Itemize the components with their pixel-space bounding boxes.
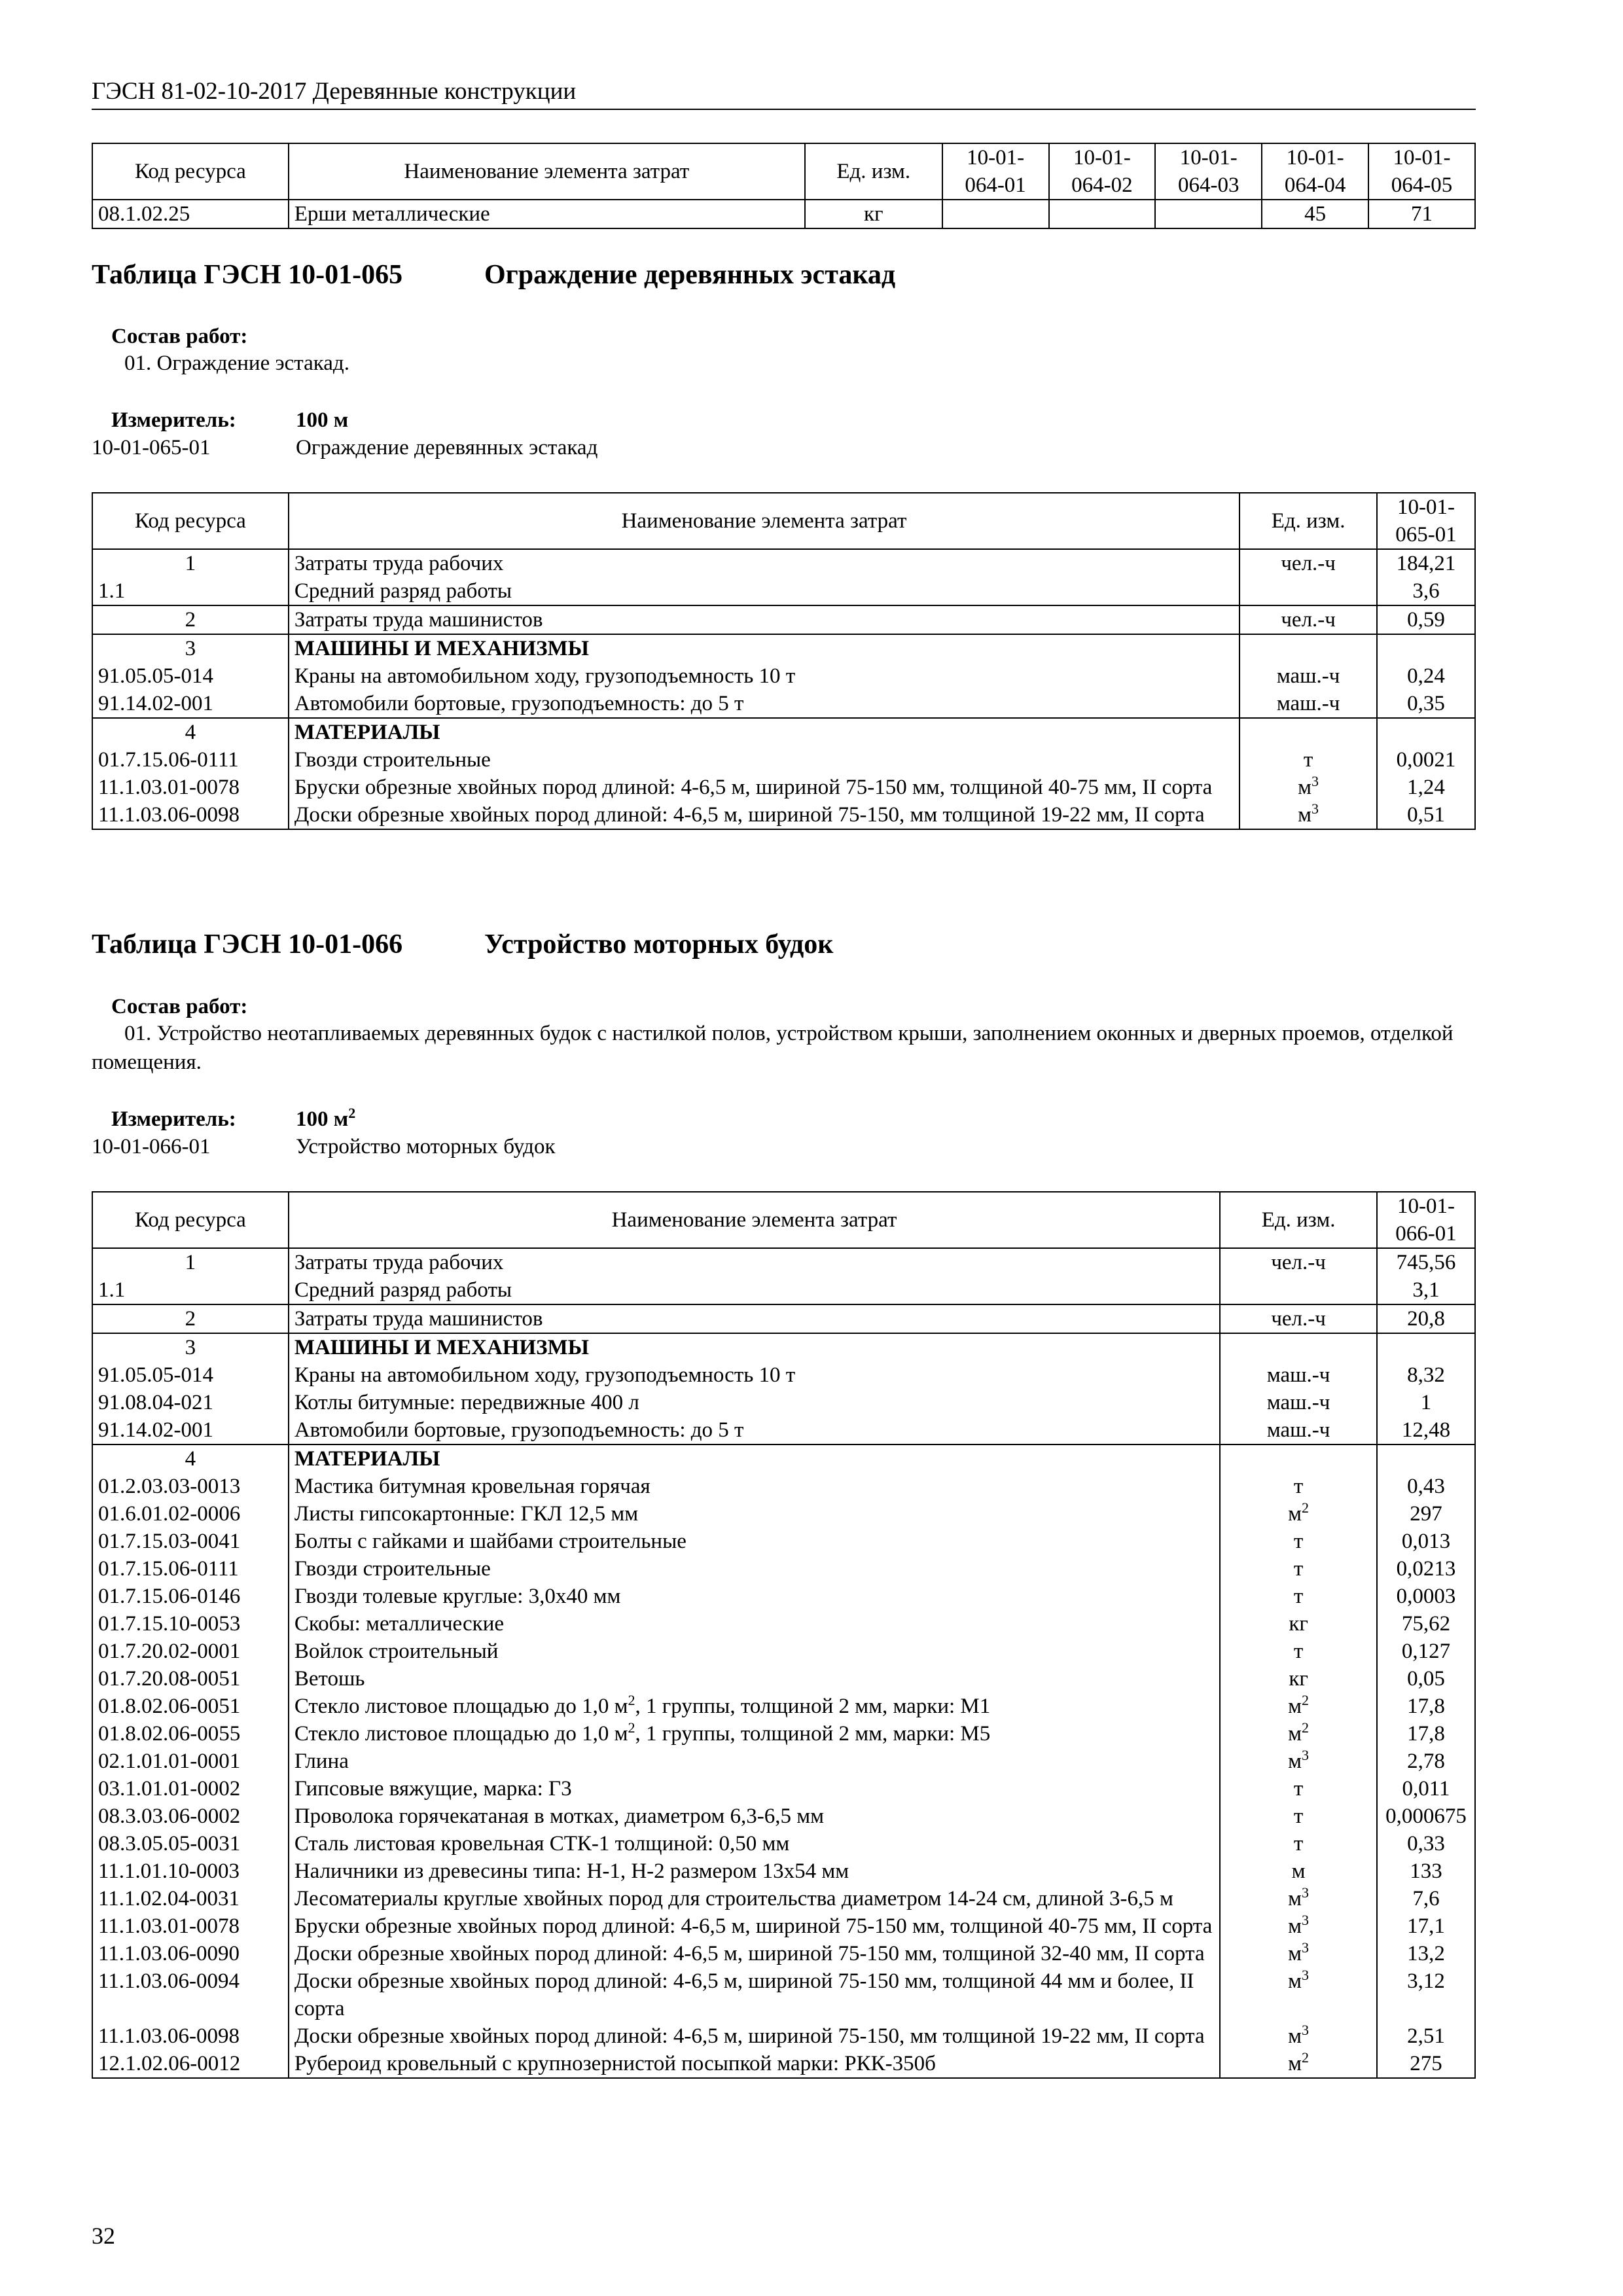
table-066-label: Таблица ГЭСН 10-01-066: [92, 929, 403, 960]
resource-name: Войлок строительный: [289, 1638, 1220, 1665]
resource-code: 01.7.15.03-0041: [92, 1528, 289, 1555]
resource-value: 3,1: [1377, 1276, 1475, 1304]
resource-code: 01.7.15.06-0146: [92, 1583, 289, 1610]
col-code-header: Код ресурса: [92, 493, 289, 549]
table-065-header: [92, 493, 1475, 549]
resource-code: 11.1.03.06-0094: [92, 1967, 289, 2022]
resource-name: Лесоматериалы круглые хвойных пород для строительства диаметром 14-24 см, длиной 3-6,5 м: [289, 1885, 1220, 1912]
resource-unit: чел.-ч: [1240, 549, 1377, 577]
resource-code: 01.8.02.06-0051: [92, 1693, 289, 1720]
table-066-title: Устройство моторных будок: [484, 929, 834, 960]
resource-value: 0,0213: [1377, 1555, 1475, 1583]
resource-value: 0,05: [1377, 1665, 1475, 1693]
resource-name: Стекло листовое площадью до 1,0 $м^2$, 1 группы, толщиной 2 мм, марки: М5: [289, 1720, 1220, 1748]
resource-value: 0,43: [1377, 1473, 1475, 1500]
resource-unit: чел.-ч: [1240, 605, 1377, 634]
resource-unit: $м^3$: [1220, 1940, 1377, 1967]
resource-code: 91.05.05-014: [92, 662, 289, 690]
resource-code: 01.7.15.06-0111: [92, 746, 289, 774]
resource-code: 1: [92, 549, 289, 577]
col-name-header: Наименование элемента затрат: [289, 1192, 1220, 1248]
resource-code: 11.1.03.06-0090: [92, 1940, 289, 1967]
table-row: [92, 1361, 1475, 1389]
resource-unit: кг: [1220, 1665, 1377, 1693]
col-064-05-header: 10-01- 064-05: [1368, 143, 1475, 200]
resource-name: Гвозди строительные: [289, 1555, 1220, 1583]
value-064-01: [942, 200, 1049, 228]
table-066-header: [92, 1192, 1475, 1248]
value-064-04: 45: [1262, 200, 1368, 228]
resource-code: 11.1.02.04-0031: [92, 1885, 289, 1912]
resource-value: 75,62: [1377, 1610, 1475, 1638]
table-row: [92, 1500, 1475, 1528]
resource-unit: кг: [1220, 1610, 1377, 1638]
resource-unit: маш.-ч: [1220, 1361, 1377, 1389]
col-065-01-header: 10-01- 065-01: [1377, 493, 1475, 549]
resource-value: 0,011: [1377, 1775, 1475, 1803]
resource-code: 91.14.02-001: [92, 1416, 289, 1444]
meter-label: Измеритель:: [111, 408, 236, 432]
table-row: [92, 2022, 1475, 2050]
resource-value: 1: [1377, 1389, 1475, 1416]
resource-code: 02.1.01.01-0001: [92, 1748, 289, 1775]
resource-name: Автомобили бортовые, грузоподъемность: до 5 т: [289, 1416, 1220, 1444]
table-065-heading: [92, 259, 896, 291]
table-row: [92, 1857, 1475, 1885]
table-066: [92, 1191, 1476, 2079]
resource-code: 03.1.01.01-0002: [92, 1775, 289, 1803]
resource-name: Доски обрезные хвойных пород длиной: 4-6,5 м, шириной 75-150 мм, толщиной 44 мм и более, II сорта: [289, 1967, 1220, 2022]
table-row: [92, 662, 1475, 690]
resource-value: 17,1: [1377, 1912, 1475, 1940]
resource-name: Краны на автомобильном ходу, грузоподъемность 10 т: [289, 1361, 1220, 1389]
resource-value: 0,0021: [1377, 746, 1475, 774]
table-row: [92, 1693, 1475, 1720]
table-row: [92, 1473, 1475, 1500]
table-row: [92, 1333, 1475, 1361]
resource-code: 3: [92, 1333, 289, 1361]
resource-unit: кг: [805, 200, 942, 228]
resource-value: 17,8: [1377, 1693, 1475, 1720]
resource-code: 08.3.05.05-0031: [92, 1830, 289, 1857]
resource-name: Листы гипсокартонные: ГКЛ 12,5 мм: [289, 1500, 1220, 1528]
resource-value: [1377, 1444, 1475, 1473]
resource-value: 0,51: [1377, 801, 1475, 829]
resource-code: 01.7.15.06-0111: [92, 1555, 289, 1583]
resource-name: МАТЕРИАЛЫ: [289, 718, 1240, 746]
resource-value: 13,2: [1377, 1940, 1475, 1967]
resource-value: 2,51: [1377, 2022, 1475, 2050]
resource-name: Ветошь: [289, 1665, 1220, 1693]
table-row: [92, 605, 1475, 634]
resource-name: МАШИНЫ И МЕХАНИЗМЫ: [289, 1333, 1220, 1361]
col-064-02-header: 10-01- 064-02: [1049, 143, 1156, 200]
meter-value: 100 $м^2$: [296, 1105, 356, 1131]
resource-value: 0,013: [1377, 1528, 1475, 1555]
table-row: [92, 774, 1475, 801]
resource-code: 91.08.04-021: [92, 1389, 289, 1416]
table-row: [92, 1610, 1475, 1638]
resource-code: 08.1.02.25: [92, 200, 289, 228]
resource-code: 01.7.15.10-0053: [92, 1610, 289, 1638]
resource-name: Бруски обрезные хвойных пород длиной: 4-6,5 м, шириной 75-150 мм, толщиной 40-75 мм, II сорта: [289, 1912, 1220, 1940]
resource-unit: $м^2$: [1220, 1720, 1377, 1748]
resource-code: 01.7.20.02-0001: [92, 1638, 289, 1665]
table-row: [92, 1276, 1475, 1304]
resource-name: Доски обрезные хвойных пород длиной: 4-6,5 м, шириной 75-150 мм, толщиной 32-40 мм, II сорта: [289, 1940, 1220, 1967]
resource-value: 0,24: [1377, 662, 1475, 690]
table-row: [92, 801, 1475, 829]
table-066-heading: [92, 928, 834, 961]
table-065-label: Таблица ГЭСН 10-01-065: [92, 260, 403, 290]
resource-value: 7,6: [1377, 1885, 1475, 1912]
table-row: [92, 1444, 1475, 1473]
resource-value: 0,127: [1377, 1638, 1475, 1665]
resource-unit: [1220, 1444, 1377, 1473]
resource-name: Гвозди строительные: [289, 746, 1240, 774]
resource-name: Затраты труда рабочих: [289, 549, 1240, 577]
col-066-01-header: 10-01- 066-01: [1377, 1192, 1475, 1248]
resource-value: [1377, 1333, 1475, 1361]
resource-value: 20,8: [1377, 1304, 1475, 1333]
resource-unit: $м^2$: [1220, 1693, 1377, 1720]
resource-unit: чел.-ч: [1220, 1248, 1377, 1276]
table-row: [92, 1967, 1475, 2022]
resource-code: 11.1.03.06-0098: [92, 2022, 289, 2050]
table-row: [92, 1940, 1475, 1967]
table-row: [92, 1583, 1475, 1610]
resource-name: МАТЕРИАЛЫ: [289, 1444, 1220, 1473]
table-row: [92, 1248, 1475, 1276]
resource-unit: $м^2$: [1220, 1500, 1377, 1528]
resource-unit: $м^3$: [1220, 1885, 1377, 1912]
norm-name: Ограждение деревянных эстакад: [296, 436, 598, 459]
resource-name: Болты с гайками и шайбами строительные: [289, 1528, 1220, 1555]
col-064-01-header: 10-01- 064-01: [942, 143, 1049, 200]
resource-unit: [1240, 634, 1377, 662]
table-065: [92, 492, 1476, 830]
table-row: [92, 1803, 1475, 1830]
col-unit-header: Ед. изм.: [1220, 1192, 1377, 1248]
resource-value: 0,0003: [1377, 1583, 1475, 1610]
table-row: [92, 549, 1475, 577]
resource-unit: $м^2$: [1220, 2050, 1377, 2078]
resource-name: МАШИНЫ И МЕХАНИЗМЫ: [289, 634, 1240, 662]
resource-value: [1377, 634, 1475, 662]
resource-unit: [1220, 1276, 1377, 1304]
col-code-header: Код ресурса: [92, 143, 289, 200]
table-064: [92, 143, 1476, 229]
works-text: 01. Устройство неотапливаемых деревянных будок с настилкой полов, устройством крыши, заполнением оконных и дверных проемов, отделкой помещения.: [92, 1022, 1454, 1074]
resource-code: 11.1.01.10-0003: [92, 1857, 289, 1885]
resource-unit: маш.-ч: [1220, 1389, 1377, 1416]
col-name-header: Наименование элемента затрат: [289, 493, 1240, 549]
resource-name: Ерши металлические: [289, 200, 805, 228]
col-code-header: Код ресурса: [92, 1192, 289, 1248]
resource-unit: т: [1220, 1830, 1377, 1857]
resource-unit: т: [1220, 1803, 1377, 1830]
resource-unit: $м^3$: [1220, 1967, 1377, 2022]
resource-unit: $м^3$: [1240, 774, 1377, 801]
resource-value: 3,6: [1377, 577, 1475, 605]
resource-unit: маш.-ч: [1240, 690, 1377, 718]
works-label: Состав работ:: [111, 325, 248, 348]
resource-code: 11.1.03.01-0078: [92, 774, 289, 801]
resource-name: Проволока горячекатаная в мотках, диаметром 6,3-6,5 мм: [289, 1803, 1220, 1830]
resource-value: 133: [1377, 1857, 1475, 1885]
resource-name: Автомобили бортовые, грузоподъемность: до 5 т: [289, 690, 1240, 718]
resource-code: 91.05.05-014: [92, 1361, 289, 1389]
works-label: Состав работ:: [111, 995, 248, 1018]
resource-name: Краны на автомобильном ходу, грузоподъемность 10 т: [289, 662, 1240, 690]
resource-value: [1377, 718, 1475, 746]
value-064-02: [1049, 200, 1156, 228]
resource-unit: $м^3$: [1220, 1748, 1377, 1775]
resource-value: 1,24: [1377, 774, 1475, 801]
resource-unit: т: [1220, 1638, 1377, 1665]
value-064-05: 71: [1368, 200, 1475, 228]
resource-unit: чел.-ч: [1220, 1304, 1377, 1333]
works-text: 01. Ограждение эстакад.: [124, 351, 349, 375]
resource-name: Доски обрезные хвойных пород длиной: 4-6,5 м, шириной 75-150, мм толщиной 19-22 мм, II сорта: [289, 2022, 1220, 2050]
resource-name: Затраты труда машинистов: [289, 1304, 1220, 1333]
resource-name: Мастика битумная кровельная горячая: [289, 1473, 1220, 1500]
resource-unit: $м^3$: [1240, 801, 1377, 829]
resource-value: 275: [1377, 2050, 1475, 2078]
table-row: [92, 1416, 1475, 1444]
table-row: [92, 690, 1475, 718]
resource-name: Средний разряд работы: [289, 1276, 1220, 1304]
table-row: [92, 1389, 1475, 1416]
resource-name: Бруски обрезные хвойных пород длиной: 4-6,5 м, шириной 75-150 мм, толщиной 40-75 мм, II сорта: [289, 774, 1240, 801]
resource-name: Затраты труда машинистов: [289, 605, 1240, 634]
resource-code: 01.8.02.06-0055: [92, 1720, 289, 1748]
resource-unit: $м^3$: [1220, 2022, 1377, 2050]
table-064-header: [92, 143, 1475, 200]
resource-value: 3,12: [1377, 1967, 1475, 2022]
resource-unit: $м^3$: [1220, 1912, 1377, 1940]
table-row: [92, 1638, 1475, 1665]
resource-value: 12,48: [1377, 1416, 1475, 1444]
table-row: [92, 1528, 1475, 1555]
resource-code: 1: [92, 1248, 289, 1276]
resource-unit: [1240, 577, 1377, 605]
resource-code: 1.1: [92, 577, 289, 605]
value-064-03: [1155, 200, 1262, 228]
col-unit-header: Ед. изм.: [805, 143, 942, 200]
resource-name: Гвозди толевые круглые: 3,0х40 мм: [289, 1583, 1220, 1610]
resource-code: 08.3.03.06-0002: [92, 1803, 289, 1830]
resource-code: 12.1.02.06-0012: [92, 2050, 289, 2078]
resource-code: 2: [92, 1304, 289, 1333]
table-row: [92, 1830, 1475, 1857]
col-064-03-header: 10-01- 064-03: [1155, 143, 1262, 200]
meter-value: 100 м: [296, 408, 349, 432]
table-row: [92, 1304, 1475, 1333]
resource-unit: т: [1220, 1583, 1377, 1610]
resource-code: 11.1.03.06-0098: [92, 801, 289, 829]
resource-name: Стекло листовое площадью до 1,0 $м^2$, 1 группы, толщиной 2 мм, марки: М1: [289, 1693, 1220, 1720]
resource-value: 745,56: [1377, 1248, 1475, 1276]
resource-unit: т: [1220, 1775, 1377, 1803]
resource-unit: маш.-ч: [1240, 662, 1377, 690]
resource-unit: т: [1220, 1473, 1377, 1500]
resource-unit: т: [1240, 746, 1377, 774]
resource-code: 3: [92, 634, 289, 662]
resource-value: 0,59: [1377, 605, 1475, 634]
page-number: 32: [92, 2223, 115, 2249]
resource-code: 11.1.03.01-0078: [92, 1912, 289, 1940]
table-row: [92, 577, 1475, 605]
resource-name: Рубероид кровельный с крупнозернистой посыпкой марки: РКК-350б: [289, 2050, 1220, 2078]
resource-code: 2: [92, 605, 289, 634]
resource-name: Скобы: металлические: [289, 1610, 1220, 1638]
resource-code: 91.14.02-001: [92, 690, 289, 718]
table-row: [92, 1555, 1475, 1583]
resource-name: Гипсовые вяжущие, марка: Г3: [289, 1775, 1220, 1803]
resource-value: 17,8: [1377, 1720, 1475, 1748]
resource-value: 0,33: [1377, 1830, 1475, 1857]
resource-code: 4: [92, 1444, 289, 1473]
table-row: [92, 634, 1475, 662]
table-row: [92, 718, 1475, 746]
resource-value: 8,32: [1377, 1361, 1475, 1389]
norm-code: 10-01-066-01: [92, 1135, 211, 1158]
resource-value: 184,21: [1377, 549, 1475, 577]
resource-name: Наличники из древесины типа: Н-1, Н-2 размером 13х54 мм: [289, 1857, 1220, 1885]
resource-unit: маш.-ч: [1220, 1416, 1377, 1444]
resource-unit: [1220, 1333, 1377, 1361]
norm-code: 10-01-065-01: [92, 436, 211, 459]
resource-code: 4: [92, 718, 289, 746]
col-name-header: Наименование элемента затрат: [289, 143, 805, 200]
resource-unit: т: [1220, 1555, 1377, 1583]
norm-name: Устройство моторных будок: [296, 1135, 556, 1158]
resource-unit: т: [1220, 1528, 1377, 1555]
resource-name: Затраты труда рабочих: [289, 1248, 1220, 1276]
resource-name: Доски обрезные хвойных пород длиной: 4-6,5 м, шириной 75-150, мм толщиной 19-22 мм, II сорта: [289, 801, 1240, 829]
resource-unit: [1240, 718, 1377, 746]
resource-code: 01.2.03.03-0013: [92, 1473, 289, 1500]
table-row: [92, 1720, 1475, 1748]
resource-value: 2,78: [1377, 1748, 1475, 1775]
resource-code: 01.7.20.08-0051: [92, 1665, 289, 1693]
resource-value: 297: [1377, 1500, 1475, 1528]
resource-name: Сталь листовая кровельная СТК-1 толщиной: 0,50 мм: [289, 1830, 1220, 1857]
col-064-04-header: 10-01- 064-04: [1262, 143, 1368, 200]
resource-unit: м: [1220, 1857, 1377, 1885]
resource-code: 1.1: [92, 1276, 289, 1304]
page-header: ГЭСН 81-02-10-2017 Деревянные конструкции: [92, 77, 1476, 110]
table-row: [92, 1748, 1475, 1775]
col-unit-header: Ед. изм.: [1240, 493, 1377, 549]
table-row: [92, 2050, 1475, 2078]
table-row: [92, 1912, 1475, 1940]
table-065-title: Ограждение деревянных эстакад: [484, 260, 896, 290]
meter-label: Измеритель:: [111, 1107, 236, 1131]
resource-name: Котлы битумные: передвижные 400 л: [289, 1389, 1220, 1416]
resource-value: 0,35: [1377, 690, 1475, 718]
resource-name: Средний разряд работы: [289, 577, 1240, 605]
resource-name: Глина: [289, 1748, 1220, 1775]
table-row: [92, 200, 1475, 228]
table-row: [92, 746, 1475, 774]
resource-value: 0,000675: [1377, 1803, 1475, 1830]
table-row: [92, 1885, 1475, 1912]
table-row: [92, 1665, 1475, 1693]
resource-code: 01.6.01.02-0006: [92, 1500, 289, 1528]
table-row: [92, 1775, 1475, 1803]
